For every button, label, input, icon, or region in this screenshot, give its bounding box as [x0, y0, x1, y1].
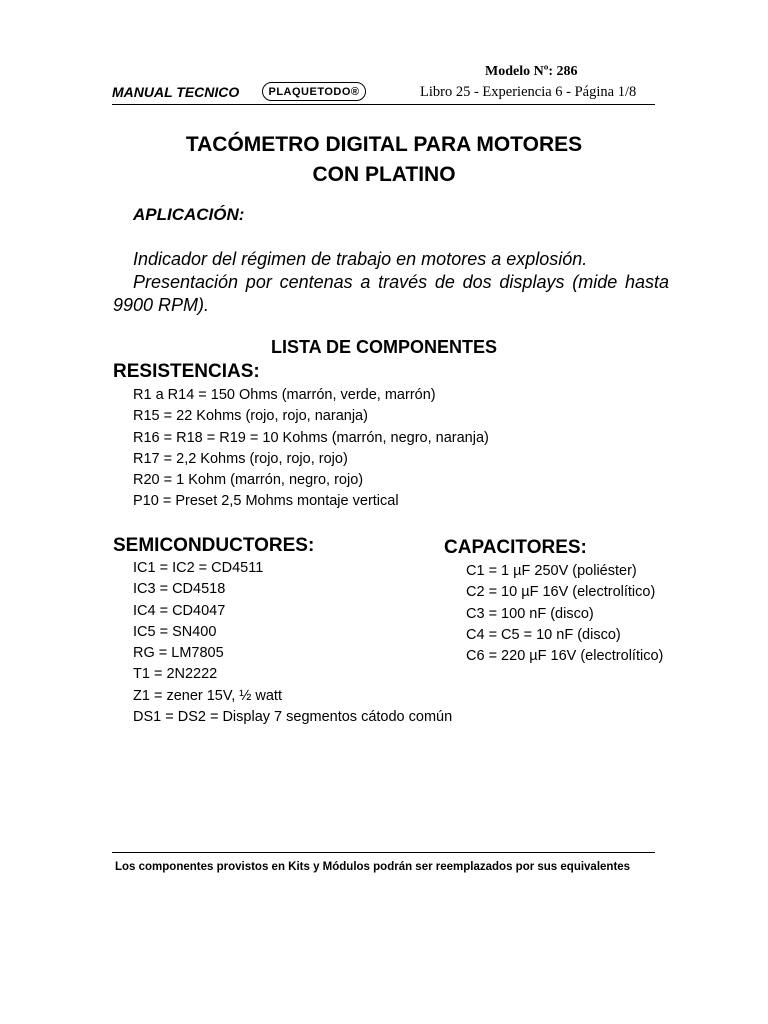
list-item: IC5 = SN400 [133, 623, 217, 640]
model-number: Modelo Nº: 286 [485, 64, 578, 79]
manual-label: MANUAL TECNICO [112, 84, 240, 100]
list-item: RG = LM7805 [133, 645, 224, 662]
semiconductores-list [133, 558, 452, 728]
title-line-1: TACÓMETRO DIGITAL PARA MOTORES [185, 133, 583, 156]
book-page-info: Libro 25 - Experiencia 6 - Página 1/8 [420, 84, 637, 100]
list-item: R17 = 2,2 Kohms (rojo, rojo, rojo) [133, 450, 348, 467]
semiconductores-heading: SEMICONDUCTORES: [113, 535, 315, 556]
list-item: IC1 = IC2 = CD4511 [133, 560, 264, 576]
list-item: Z1 = zener 15V, ½ watt [133, 687, 282, 704]
list-item: C2 = 10 µF 16V (electrolítico) [466, 584, 656, 601]
list-item: P10 = Preset 2,5 Mohms montaje vertical [133, 493, 399, 510]
list-item: T1 = 2N2222 [133, 666, 218, 683]
list-item: R20 = 1 Kohm (marrón, negro, rojo) [133, 472, 364, 489]
list-item: IC3 = CD4518 [133, 581, 226, 598]
list-item: C6 = 220 µF 16V (electrolítico) [466, 648, 664, 665]
header-divider [112, 104, 655, 105]
footer-divider [112, 852, 655, 853]
aplicacion-heading: APLICACIÓN: [133, 205, 245, 224]
aplicacion-text [113, 248, 669, 317]
capacitores-list [466, 561, 663, 667]
list-item: R15 = 22 Kohms (rojo, rojo, naranja) [133, 408, 368, 425]
resistencias-list [133, 385, 489, 513]
footer-note: Los componentes provistos en Kits y Módulos podrán ser reemplazados por sus equivalentes [115, 861, 631, 873]
list-item: DS1 = DS2 = Display 7 segmentos cátodo común [133, 709, 453, 726]
list-item: R1 a R14 = 150 Ohms (marrón, verde, marrón) [133, 387, 436, 403]
list-item: C1 = 1 µF 250V (poliéster) [466, 563, 637, 579]
component-list-heading: LISTA DE COMPONENTES [270, 337, 497, 357]
title-line-2: CON PLATINO [312, 163, 456, 186]
aplicacion-paragraph: Presentación por centenas a través de dos displays (mide hasta 9900 RPM). [113, 272, 669, 315]
aplicacion-paragraph: Indicador del régimen de trabajo en motores a explosión. [133, 249, 588, 269]
plaquetodo-logo: PLAQUETODO® [262, 82, 366, 101]
list-item: C4 = C5 = 10 nF (disco) [466, 626, 621, 643]
list-item: R16 = R18 = R19 = 10 Kohms (marrón, negro, naranja) [133, 429, 489, 446]
list-item: IC4 = CD4047 [133, 602, 226, 619]
capacitores-heading: CAPACITORES: [444, 537, 587, 558]
list-item: C3 = 100 nF (disco) [466, 605, 594, 622]
page-title [0, 130, 768, 190]
resistencias-heading: RESISTENCIAS: [113, 361, 260, 382]
